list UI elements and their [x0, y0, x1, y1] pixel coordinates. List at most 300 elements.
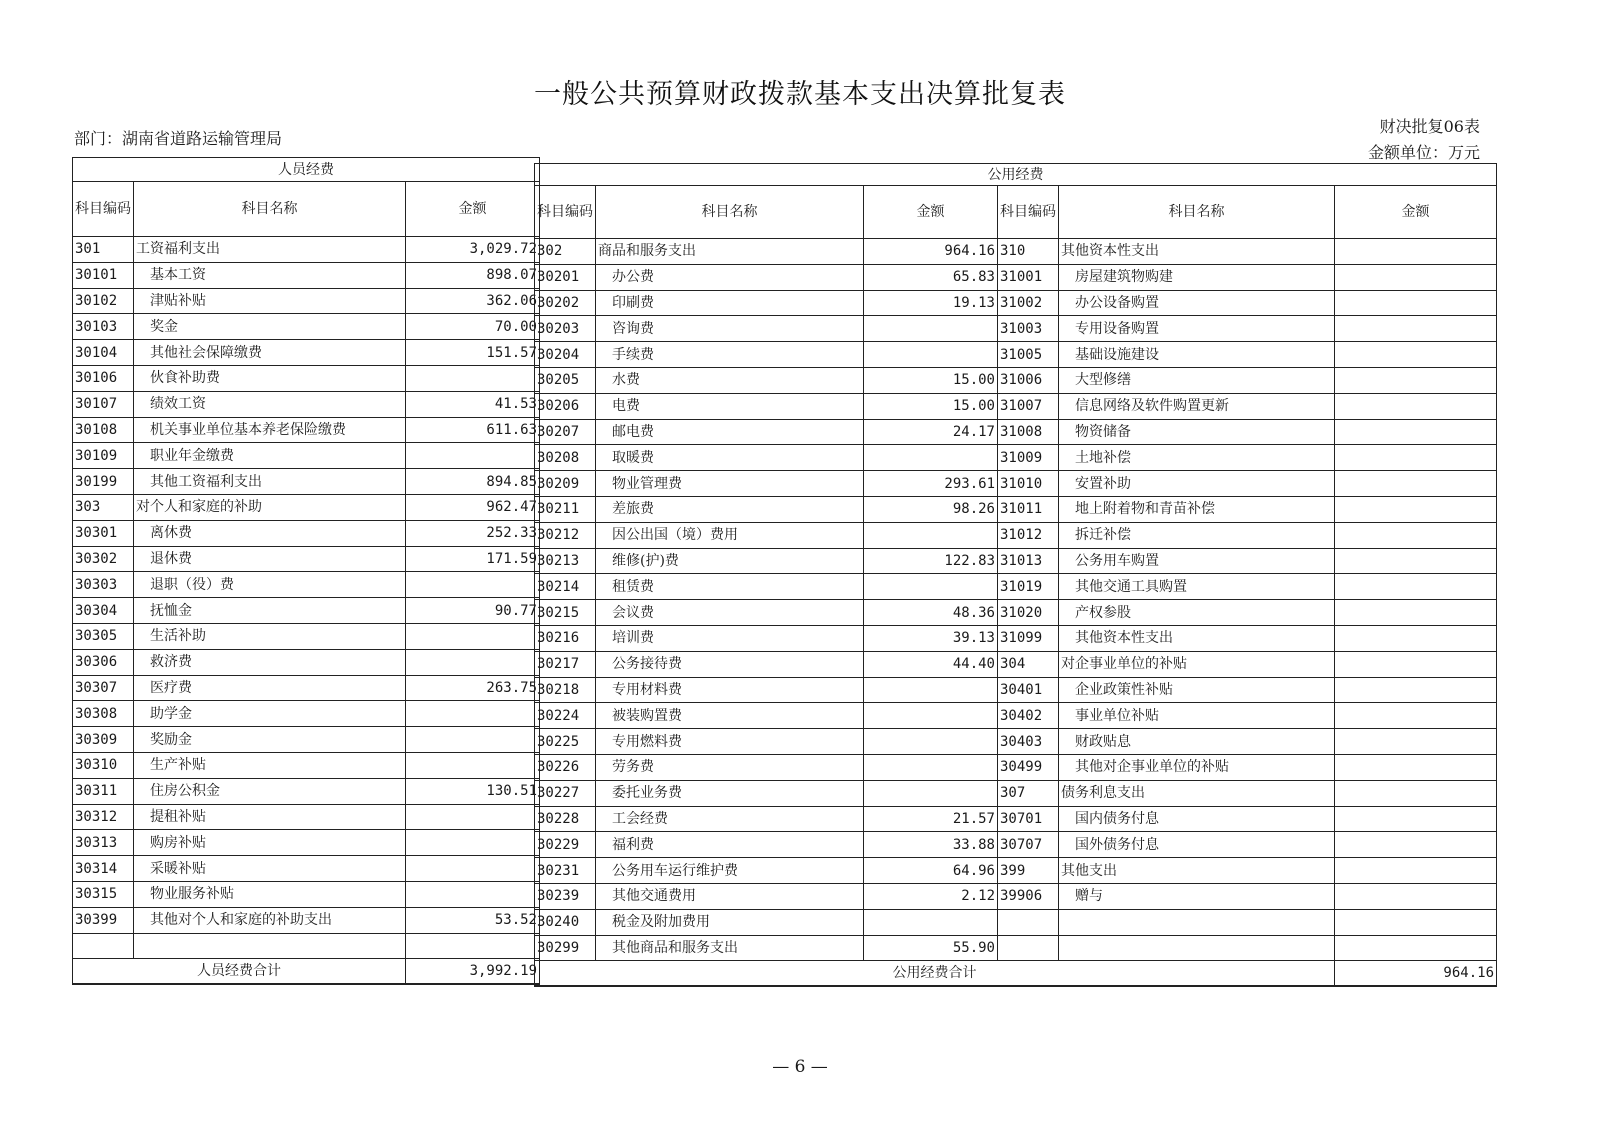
table-row [73, 856, 540, 882]
amount-value: 53.52 [406, 907, 540, 933]
amount-value: 55.90 [864, 935, 998, 961]
amount-value [406, 830, 540, 856]
subject-code: 30312 [73, 804, 134, 830]
amount-value [864, 677, 998, 703]
subject-name: 伙食补助费 [134, 365, 406, 391]
amount-value: 252.33 [406, 520, 540, 546]
subject-name: 生活补助 [134, 623, 406, 649]
subject-code: 30226 [535, 754, 596, 780]
subject-code: 30104 [73, 340, 134, 366]
amount-value: 293.61 [864, 471, 998, 497]
amount-value: 171.59 [406, 546, 540, 572]
subject-name: 其他对企事业单位的补贴 [1059, 754, 1335, 780]
subject-name: 福利费 [596, 832, 864, 858]
amount-value [864, 754, 998, 780]
subject-code: 301 [73, 237, 134, 263]
amount-value: 263.75 [406, 675, 540, 701]
amount-value: 64.96 [864, 858, 998, 884]
subject-code: 30199 [73, 469, 134, 495]
amount-value [406, 804, 540, 830]
amount-value [1335, 909, 1497, 935]
subject-name: 地上附着物和青苗补偿 [1059, 496, 1335, 522]
col-header-code: 科目编码 [998, 186, 1059, 239]
department-label: 部门：湖南省道路运输管理局 [74, 129, 283, 148]
total-row [535, 961, 1497, 986]
amount-value [1335, 832, 1497, 858]
subject-code: 30701 [998, 806, 1059, 832]
subject-code: 30707 [998, 832, 1059, 858]
subject-code: 30307 [73, 675, 134, 701]
amount-value: 21.57 [864, 806, 998, 832]
subject-code: 30315 [73, 881, 134, 907]
subject-name: 奖金 [134, 314, 406, 340]
amount-value: 90.77 [406, 598, 540, 624]
amount-value [864, 522, 998, 548]
amount-value [1335, 677, 1497, 703]
subject-name: 因公出国（境）费用 [596, 522, 864, 548]
amount-value [1335, 419, 1497, 445]
col-header-amount: 金额 [864, 186, 998, 239]
subject-name: 国内债务付息 [1059, 806, 1335, 832]
table-row [535, 264, 1497, 290]
table-row [73, 237, 540, 263]
amount-value [406, 443, 540, 469]
subject-name: 办公设备购置 [1059, 290, 1335, 316]
subject-code: 30217 [535, 651, 596, 677]
subject-name: 工资福利支出 [134, 237, 406, 263]
table-row [73, 933, 540, 959]
subject-name: 专用燃料费 [596, 729, 864, 755]
subject-name: 安置补助 [1059, 471, 1335, 497]
amount-value: 894.85 [406, 469, 540, 495]
amount-value [1335, 239, 1497, 265]
table-row [535, 703, 1497, 729]
amount-value [1335, 754, 1497, 780]
amount-value [1335, 935, 1497, 961]
col-header-name: 科目名称 [1059, 186, 1335, 239]
table-row [73, 314, 540, 340]
amount-value [1335, 600, 1497, 626]
subject-code: 302 [535, 239, 596, 265]
table-row [73, 701, 540, 727]
amount-value [406, 572, 540, 598]
table-row [73, 340, 540, 366]
amount-value [1335, 342, 1497, 368]
subject-name: 拆迁补偿 [1059, 522, 1335, 548]
amount-unit: 金额单位：万元 [1367, 143, 1480, 162]
personnel-table [72, 157, 540, 985]
subject-code: 30304 [73, 598, 134, 624]
page-title: 一般公共预算财政拨款基本支出决算批复表 [534, 79, 1066, 110]
total-row [73, 959, 540, 984]
amount-value [864, 445, 998, 471]
table-row [535, 367, 1497, 393]
subject-code: 31020 [998, 600, 1059, 626]
subject-code: 30206 [535, 393, 596, 419]
amount-value [1335, 445, 1497, 471]
table-row [73, 546, 540, 572]
subject-code: 30229 [535, 832, 596, 858]
amount-value: 962.47 [406, 494, 540, 520]
public-total-label: 公用经费合计 [535, 961, 1335, 986]
table-row [535, 522, 1497, 548]
subject-code: 30303 [73, 572, 134, 598]
subject-code: 30314 [73, 856, 134, 882]
subject-name: 其他工资福利支出 [134, 469, 406, 495]
subject-code: 30207 [535, 419, 596, 445]
subject-code: 399 [998, 858, 1059, 884]
subject-code: 30399 [73, 907, 134, 933]
subject-code: 30401 [998, 677, 1059, 703]
subject-name: 对企事业单位的补贴 [1059, 651, 1335, 677]
amount-value [1335, 316, 1497, 342]
amount-value: 130.51 [406, 778, 540, 804]
subject-code: 30305 [73, 623, 134, 649]
subject-name: 离休费 [134, 520, 406, 546]
amount-value: 33.88 [864, 832, 998, 858]
subject-code: 30108 [73, 417, 134, 443]
col-header-name: 科目名称 [134, 182, 406, 237]
subject-name: 其他交通工具购置 [1059, 574, 1335, 600]
subject-code [998, 909, 1059, 935]
subject-code: 30306 [73, 649, 134, 675]
subject-name: 赠与 [1059, 883, 1335, 909]
amount-value [1335, 780, 1497, 806]
amount-value [406, 856, 540, 882]
subject-code: 30301 [73, 520, 134, 546]
subject-code: 31003 [998, 316, 1059, 342]
subject-name: 产权参股 [1059, 600, 1335, 626]
subject-code: 30403 [998, 729, 1059, 755]
subject-code: 31002 [998, 290, 1059, 316]
amount-value: 44.40 [864, 651, 998, 677]
subject-name: 救济费 [134, 649, 406, 675]
subject-name: 手续费 [596, 342, 864, 368]
table-row [73, 778, 540, 804]
subject-code: 30211 [535, 496, 596, 522]
table-row [535, 832, 1497, 858]
subject-name: 工会经费 [596, 806, 864, 832]
subject-name: 土地补偿 [1059, 445, 1335, 471]
subject-code: 30309 [73, 727, 134, 753]
subject-name: 信息网络及软件购置更新 [1059, 393, 1335, 419]
subject-name: 绩效工资 [134, 391, 406, 417]
subject-name: 咨询费 [596, 316, 864, 342]
public-table [534, 163, 1497, 987]
amount-value [1335, 729, 1497, 755]
subject-code: 31001 [998, 264, 1059, 290]
amount-value: 611.63 [406, 417, 540, 443]
subject-name: 其他资本性支出 [1059, 239, 1335, 265]
table-row [535, 290, 1497, 316]
subject-name: 助学金 [134, 701, 406, 727]
subject-name: 会议费 [596, 600, 864, 626]
subject-name: 印刷费 [596, 290, 864, 316]
amount-value: 39.13 [864, 625, 998, 651]
subject-code: 31007 [998, 393, 1059, 419]
subject-code: 30228 [535, 806, 596, 832]
amount-value: 70.00 [406, 314, 540, 340]
subject-code: 31011 [998, 496, 1059, 522]
amount-value [1335, 625, 1497, 651]
amount-value [1335, 806, 1497, 832]
subject-name: 取暖费 [596, 445, 864, 471]
subject-code: 30215 [535, 600, 596, 626]
amount-value: 24.17 [864, 419, 998, 445]
amount-value: 898.07 [406, 262, 540, 288]
subject-name: 物资储备 [1059, 419, 1335, 445]
subject-code: 31099 [998, 625, 1059, 651]
table-row [73, 727, 540, 753]
subject-code: 30499 [998, 754, 1059, 780]
amount-value [1335, 264, 1497, 290]
col-header-amount: 金额 [1335, 186, 1497, 239]
amount-value: 122.83 [864, 548, 998, 574]
subject-name: 邮电费 [596, 419, 864, 445]
table-row [535, 445, 1497, 471]
amount-value [1335, 574, 1497, 600]
subject-name: 被装购置费 [596, 703, 864, 729]
subject-name: 购房补贴 [134, 830, 406, 856]
subject-name: 退职（役）费 [134, 572, 406, 598]
subject-code: 31010 [998, 471, 1059, 497]
subject-name: 差旅费 [596, 496, 864, 522]
table-row [535, 883, 1497, 909]
table-row [535, 239, 1497, 265]
subject-name: 对个人和家庭的补助 [134, 494, 406, 520]
subject-code: 30204 [535, 342, 596, 368]
subject-name: 基本工资 [134, 262, 406, 288]
amount-value: 48.36 [864, 600, 998, 626]
table-row [535, 909, 1497, 935]
subject-name: 基础设施建设 [1059, 342, 1335, 368]
col-header-amount: 金额 [406, 182, 540, 237]
public-total-amount: 964.16 [1335, 961, 1497, 986]
amount-value [406, 752, 540, 778]
subject-code: 30308 [73, 701, 134, 727]
subject-code: 30103 [73, 314, 134, 340]
table-row [73, 675, 540, 701]
subject-code [998, 935, 1059, 961]
subject-name: 公务用车运行维护费 [596, 858, 864, 884]
subject-name: 机关事业单位基本养老保险缴费 [134, 417, 406, 443]
subject-name: 物业管理费 [596, 471, 864, 497]
amount-value [406, 365, 540, 391]
amount-value [864, 342, 998, 368]
subject-name: 其他支出 [1059, 858, 1335, 884]
amount-value: 15.00 [864, 367, 998, 393]
personnel-section-title: 人员经费 [73, 158, 540, 182]
subject-code: 30209 [535, 471, 596, 497]
subject-name: 维修(护)费 [596, 548, 864, 574]
table-row [535, 548, 1497, 574]
table-row [73, 649, 540, 675]
subject-code: 30310 [73, 752, 134, 778]
subject-code: 30101 [73, 262, 134, 288]
subject-name: 大型修缮 [1059, 367, 1335, 393]
amount-value [864, 316, 998, 342]
subject-name: 房屋建筑物购建 [1059, 264, 1335, 290]
amount-value [1335, 858, 1497, 884]
subject-code: 30240 [535, 909, 596, 935]
subject-code [73, 933, 134, 959]
table-row [73, 572, 540, 598]
subject-code: 30212 [535, 522, 596, 548]
subject-name: 税金及附加费用 [596, 909, 864, 935]
table-row [535, 419, 1497, 445]
subject-code: 307 [998, 780, 1059, 806]
subject-name: 水费 [596, 367, 864, 393]
form-number: 财决批复06表 [1379, 117, 1480, 136]
subject-code: 30299 [535, 935, 596, 961]
amount-value [1335, 522, 1497, 548]
col-header-code: 科目编码 [535, 186, 596, 239]
subject-code: 30218 [535, 677, 596, 703]
subject-name: 医疗费 [134, 675, 406, 701]
subject-code: 30302 [73, 546, 134, 572]
col-header-name: 科目名称 [596, 186, 864, 239]
amount-value [1335, 883, 1497, 909]
subject-name: 生产补贴 [134, 752, 406, 778]
subject-name: 债务利息支出 [1059, 780, 1335, 806]
subject-code: 31012 [998, 522, 1059, 548]
subject-name: 财政贴息 [1059, 729, 1335, 755]
subject-name: 商品和服务支出 [596, 239, 864, 265]
table-row [535, 729, 1497, 755]
table-row [535, 342, 1497, 368]
subject-code: 30311 [73, 778, 134, 804]
subject-name: 专用设备购置 [1059, 316, 1335, 342]
subject-code: 30107 [73, 391, 134, 417]
subject-code: 30106 [73, 365, 134, 391]
subject-code: 30213 [535, 548, 596, 574]
subject-code: 30201 [535, 264, 596, 290]
subject-name [1059, 935, 1335, 961]
subject-name: 退休费 [134, 546, 406, 572]
amount-value [406, 881, 540, 907]
page-number: — 6 — [772, 1057, 828, 1077]
table-row [73, 907, 540, 933]
table-row [73, 288, 540, 314]
amount-value [406, 701, 540, 727]
subject-code: 30224 [535, 703, 596, 729]
amount-value [1335, 471, 1497, 497]
table-row [535, 316, 1497, 342]
subject-code: 30214 [535, 574, 596, 600]
table-row [73, 804, 540, 830]
amount-value: 2.12 [864, 883, 998, 909]
subject-name: 住房公积金 [134, 778, 406, 804]
subject-code: 30225 [535, 729, 596, 755]
amount-value [1335, 290, 1497, 316]
table-row [73, 752, 540, 778]
table-row [73, 598, 540, 624]
subject-code: 31013 [998, 548, 1059, 574]
subject-name: 津贴补贴 [134, 288, 406, 314]
amount-value [864, 574, 998, 600]
table-row [73, 830, 540, 856]
subject-name [134, 933, 406, 959]
amount-value [1335, 393, 1497, 419]
subject-name: 专用材料费 [596, 677, 864, 703]
table-row [535, 625, 1497, 651]
subject-code: 304 [998, 651, 1059, 677]
amount-value: 41.53 [406, 391, 540, 417]
subject-name: 奖励金 [134, 727, 406, 753]
amount-value [406, 623, 540, 649]
amount-value: 15.00 [864, 393, 998, 419]
subject-name: 采暖补贴 [134, 856, 406, 882]
subject-name: 其他社会保障缴费 [134, 340, 406, 366]
amount-value [1335, 651, 1497, 677]
table-row [73, 443, 540, 469]
table-row [535, 677, 1497, 703]
subject-code: 30109 [73, 443, 134, 469]
subject-code: 39906 [998, 883, 1059, 909]
table-row [73, 881, 540, 907]
amount-value: 3,029.72 [406, 237, 540, 263]
subject-name: 委托业务费 [596, 780, 864, 806]
amount-value [1335, 496, 1497, 522]
subject-name: 租赁费 [596, 574, 864, 600]
subject-code: 303 [73, 494, 134, 520]
table-row [535, 393, 1497, 419]
subject-name: 劳务费 [596, 754, 864, 780]
subject-name: 其他商品和服务支出 [596, 935, 864, 961]
subject-name [1059, 909, 1335, 935]
amount-value [406, 933, 540, 959]
subject-code: 31006 [998, 367, 1059, 393]
table-row [535, 754, 1497, 780]
subject-name: 其他对个人和家庭的补助支出 [134, 907, 406, 933]
subject-code: 30203 [535, 316, 596, 342]
table-row [535, 858, 1497, 884]
amount-value: 362.06 [406, 288, 540, 314]
amount-value [1335, 703, 1497, 729]
subject-name: 办公费 [596, 264, 864, 290]
table-row [535, 935, 1497, 961]
amount-value [1335, 367, 1497, 393]
subject-name: 物业服务补贴 [134, 881, 406, 907]
subject-code: 30402 [998, 703, 1059, 729]
subject-code: 30231 [535, 858, 596, 884]
subject-name: 提租补贴 [134, 804, 406, 830]
subject-name: 职业年金缴费 [134, 443, 406, 469]
table-row [535, 496, 1497, 522]
table-row [535, 600, 1497, 626]
amount-value [1335, 548, 1497, 574]
subject-code: 30208 [535, 445, 596, 471]
subject-name: 培训费 [596, 625, 864, 651]
table-row [73, 494, 540, 520]
subject-code: 31008 [998, 419, 1059, 445]
amount-value: 65.83 [864, 264, 998, 290]
subject-name: 电费 [596, 393, 864, 419]
subject-code: 30239 [535, 883, 596, 909]
table-row [73, 262, 540, 288]
subject-name: 其他交通费用 [596, 883, 864, 909]
table-row [73, 365, 540, 391]
table-row [535, 651, 1497, 677]
amount-value [406, 649, 540, 675]
amount-value [864, 703, 998, 729]
table-row [535, 806, 1497, 832]
subject-code: 31019 [998, 574, 1059, 600]
table-row [535, 780, 1497, 806]
amount-value [864, 909, 998, 935]
subject-code: 31005 [998, 342, 1059, 368]
public-section-title: 公用经费 [535, 164, 1497, 186]
